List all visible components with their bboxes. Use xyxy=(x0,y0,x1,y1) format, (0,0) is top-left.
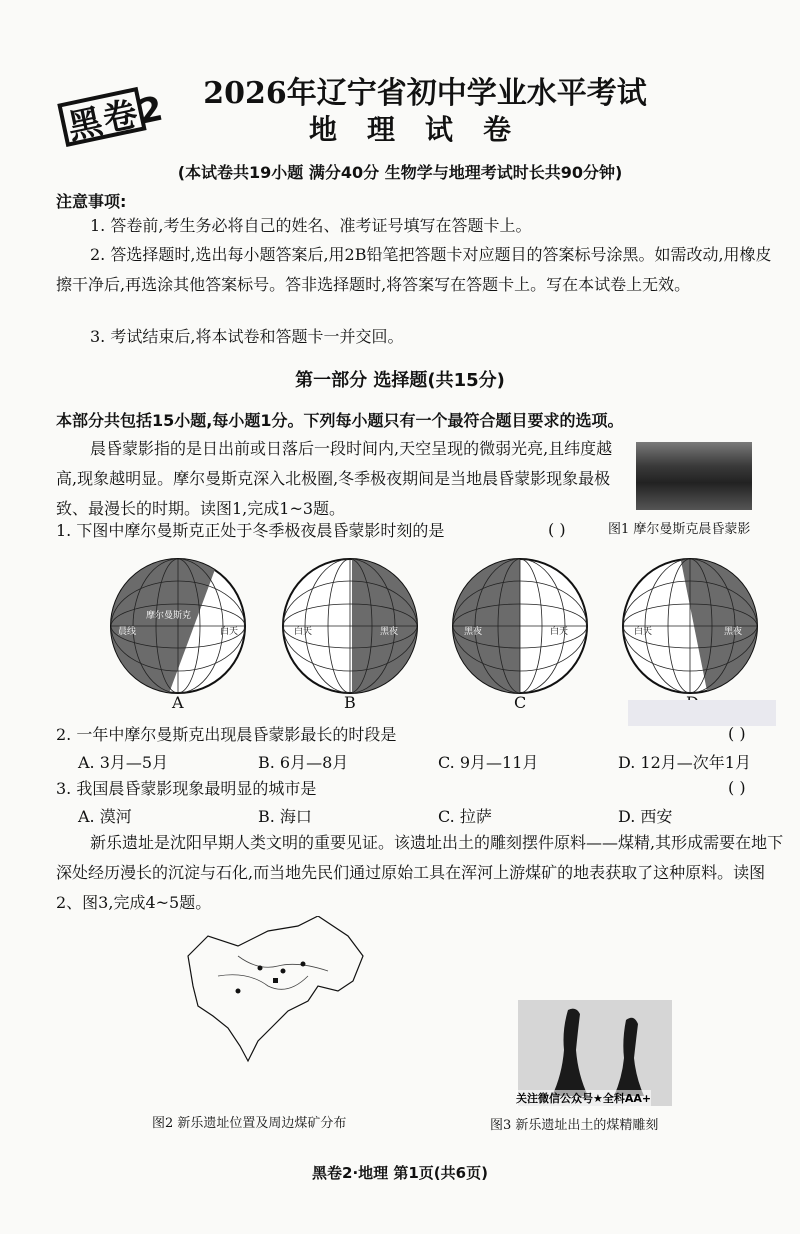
watermark-text: 关注微信公众号★全科AA+ xyxy=(516,1092,652,1105)
globe-b-left-label: 白天 xyxy=(294,627,313,637)
globe-b-right-label: 黑夜 xyxy=(380,627,399,637)
q1-stem: 1. 下图中摩尔曼斯克正处于冬季极夜晨昏蒙影时刻的是 xyxy=(56,521,445,540)
exam-info: (本试卷共19小题 满分40分 生物学与地理考试时长共90分钟) xyxy=(177,163,623,182)
q2-stem: 2. 一年中摩尔曼斯克出现晨昏蒙影最长的时段是 xyxy=(56,725,397,744)
globe-a-city-label: 摩尔曼斯克 xyxy=(146,611,192,621)
figure-1-caption: 图1 摩尔曼斯克晨昏蒙影 xyxy=(608,522,751,537)
figure-1-photo xyxy=(636,442,752,510)
q3-option-b: B. 海口 xyxy=(258,807,312,826)
note-item-3: 3. 考试结束后,将本试卷和答题卡一并交回。 xyxy=(90,327,404,346)
globe-a-left-label: 晨线 xyxy=(118,627,137,637)
globe-c-left-label: 黑夜 xyxy=(464,627,483,637)
globe-b xyxy=(280,556,420,700)
passage-2: 新乐遗址是沈阳早期人类文明的重要见证。该遗址出土的雕刻摆件原料——煤精,其形成需要在地下深处经历漫长的沉淀与石化,而当地先民们通过原始工具在浑河上游煤矿的地表获取了这种原料。读图2、图3,完成4~5题。 xyxy=(56,833,784,912)
q3-answer-paren: ( ) xyxy=(728,778,746,797)
part1-instruction: 本部分共包括15小题,每小题1分。下列每小题只有一个最符合题目要求的选项。 xyxy=(56,411,624,430)
exam-title: 2026年辽宁省初中学业水平考试 xyxy=(203,76,647,111)
globe-d-right-label: 黑夜 xyxy=(724,627,743,637)
note-item-1: 1. 答卷前,考生务必将自己的姓名、准考证号填写在答题卡上。 xyxy=(90,216,532,235)
subject-title: 地理试卷 xyxy=(308,113,541,146)
q2-option-c: C. 9月—11月 xyxy=(438,753,539,772)
q3-stem: 3. 我国晨昏蒙影现象最明显的城市是 xyxy=(56,779,317,798)
stamp-logo: 黑卷2 xyxy=(55,67,195,153)
globe-a-right-label: 白天 xyxy=(220,627,239,637)
passage-1: 晨昏蒙影指的是日出前或日落后一段时间内,天空呈现的微弱光亮,且纬度越高,现象越明显。摩尔曼斯克深入北极圈,冬季极夜期间是当地晨昏蒙影现象最极致、最漫长的时期。读图1,完成1~3题。 xyxy=(56,439,613,518)
note-item-2: 2. 答选择题时,选出每小题答案后,用2B铅笔把答题卡对应题目的答案标号涂黑。如需改动,用橡皮擦干净后,再选涂其他答案标号。答非选择题时,将答案写在答题卡上。写在本试卷上无效。 xyxy=(56,245,772,294)
page-footer: 黑卷2·地理 第1页(共6页) xyxy=(312,1164,488,1182)
q3-option-d: D. 西安 xyxy=(618,807,673,826)
globe-a-letter: A xyxy=(172,693,184,712)
figure-2-map xyxy=(178,916,378,1066)
figure-2-caption: 图2 新乐遗址位置及周边煤矿分布 xyxy=(152,1116,347,1131)
globe-a xyxy=(108,556,248,700)
redacted-area xyxy=(628,700,776,726)
part1-title: 第一部分 选择题(共15分) xyxy=(295,370,505,391)
globe-d xyxy=(620,556,760,700)
globe-c xyxy=(450,556,590,700)
q2-option-a: A. 3月—5月 xyxy=(78,753,169,772)
q3-option-c: C. 拉萨 xyxy=(438,807,492,826)
globe-c-letter: C xyxy=(514,693,527,712)
globe-b-letter: B xyxy=(344,693,356,712)
q2-option-d: D. 12月—次年1月 xyxy=(618,753,751,772)
q3-option-a: A. 漠河 xyxy=(78,807,132,826)
globe-c-right-label: 白天 xyxy=(550,627,569,637)
q2-option-b: B. 6月—8月 xyxy=(258,753,349,772)
figure-3-caption: 图3 新乐遗址出土的煤精雕刻 xyxy=(490,1118,659,1133)
globe-d-left-label: 白天 xyxy=(634,627,653,637)
notes-heading: 注意事项: xyxy=(56,192,127,211)
q1-answer-paren: ( ) xyxy=(548,520,566,539)
q2-answer-paren: ( ) xyxy=(728,724,746,743)
